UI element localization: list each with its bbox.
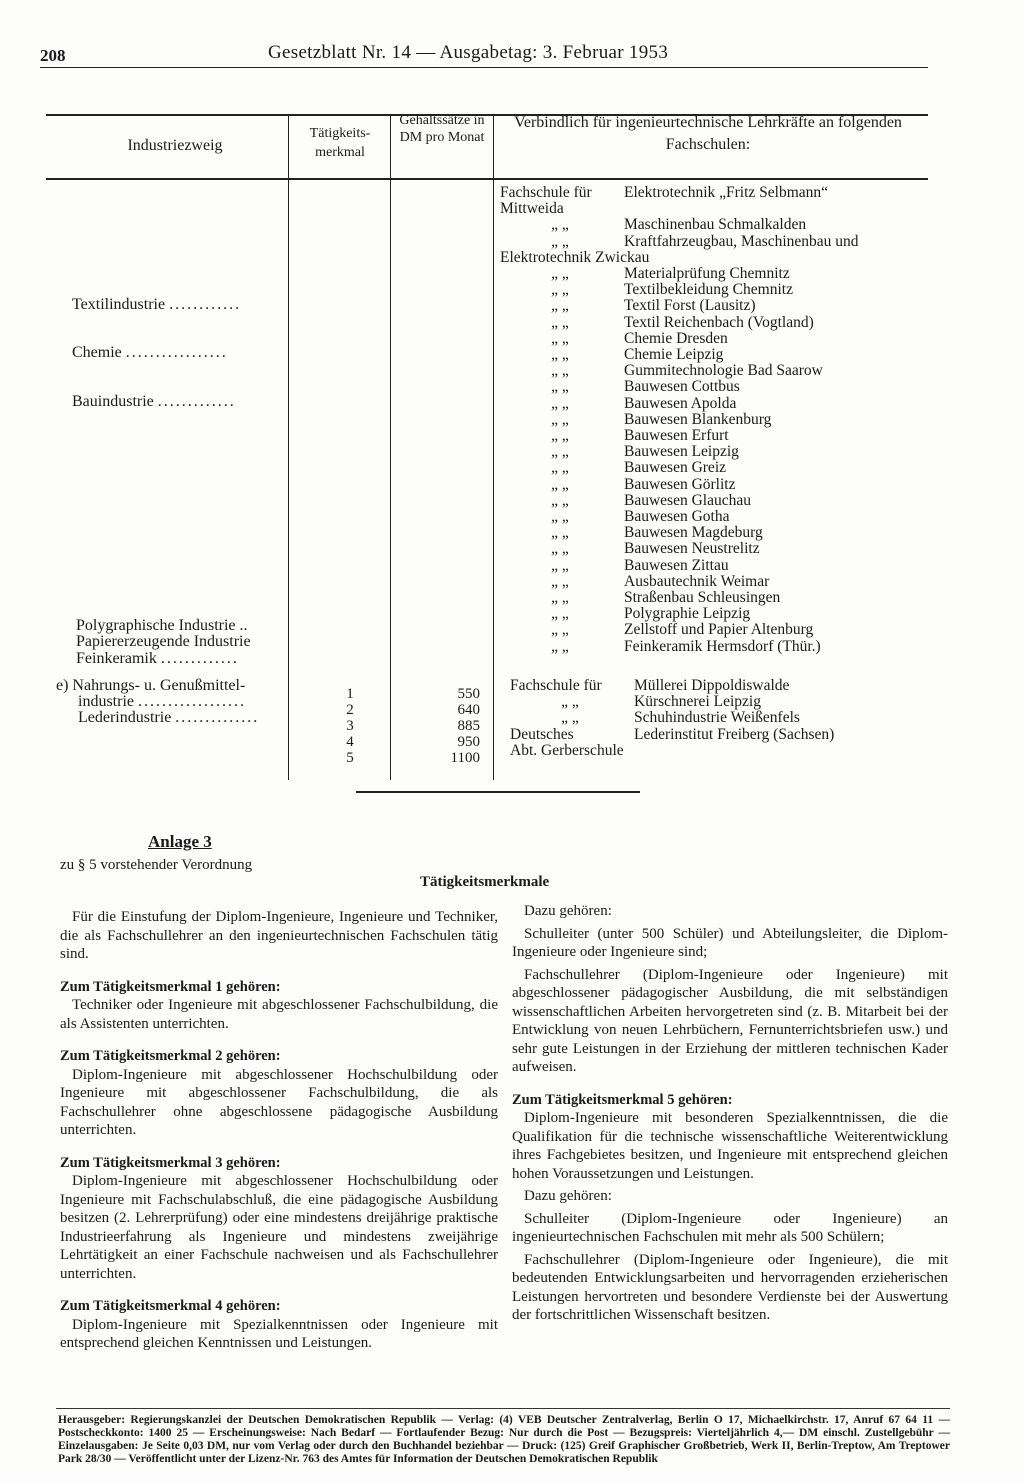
salary-value: 1100: [450, 750, 480, 766]
salary-value: 950: [457, 734, 480, 750]
footer-rule: [56, 1408, 950, 1409]
section-title: Tätigkeitsmerkmale: [420, 874, 550, 890]
school-entry-lead: „ „: [551, 637, 569, 655]
school-entry: [500, 217, 930, 233]
table-divider-3: [493, 114, 494, 780]
paragraph: Diplom-Ingenieure mit Spezialkenntnissen oder Ingenieure mit entsprechend gleichen Kenntnissen und Leistungen.: [60, 1316, 498, 1351]
school-entry-name: Textil Reichenbach (Vogtland): [624, 313, 814, 331]
school-entry-lead: „ „: [551, 508, 569, 526]
school-entry-name: Bauwesen Görlitz: [624, 475, 736, 493]
salary-value: 640: [457, 702, 480, 718]
school-entry-lead: „ „: [551, 297, 569, 315]
school-entry: [500, 493, 930, 509]
salary-column: [420, 686, 480, 766]
school-entry: [500, 541, 930, 557]
school-entry: [500, 315, 930, 331]
school-entry-lead: „ „: [551, 362, 569, 380]
school-entry: [510, 743, 930, 759]
paragraph: Schulleiter (unter 500 Schüler) und Abteilungsleiter, die Diplom-Ingenieure oder Ingenieure sind;: [512, 925, 948, 960]
industry-item: Chemie .................: [72, 344, 228, 361]
school-entry: [500, 185, 930, 201]
school-entry-name: Feinkeramik Hermsdorf (Thür.): [624, 637, 821, 655]
school-entry-lead: „ „: [551, 459, 569, 477]
school-entry: [500, 298, 930, 314]
school-entry-name: Elektrotechnik Zwickau: [500, 248, 650, 266]
industry-item: Polygraphische Industrie ..: [76, 617, 248, 634]
merkmal-column: [330, 686, 370, 766]
paragraph: Fachschullehrer (Diplom-Ingenieure oder Ingenieure), die mit bedeutenden Entwicklungsarbeiten und hervorragenden erzieherischen Leistungen hervortreten und besondere Verdienste bei der Auswertung der fortschrittlichen Wissenschaft besitzen.: [512, 1251, 948, 1323]
school-entry: [500, 477, 930, 493]
salary-value: 550: [457, 686, 480, 702]
table-divider-1: [288, 114, 289, 780]
school-entry: [500, 428, 930, 444]
industry-item: Bauindustrie .............: [72, 393, 236, 410]
school-entry-name: Ausbautechnik Weimar: [624, 572, 770, 590]
school-entry-lead: „ „: [551, 621, 569, 639]
school-entry-name: Lederinstitut Freiberg (Sachsen): [634, 725, 835, 743]
school-entry-lead: „ „: [551, 443, 569, 461]
table-divider-2: [390, 114, 391, 780]
school-entry-lead: „ „: [551, 394, 569, 412]
merkmal-value: 3: [346, 718, 354, 734]
school-entry-name: Polygraphie Leipzig: [624, 605, 751, 623]
industry-item: Papiererzeugende Industrie: [76, 633, 251, 650]
school-entry-name: Kraftfahrzeugbau, Maschinenbau und: [624, 232, 859, 250]
school-entry-name: Textil Forst (Lausitz): [624, 297, 756, 315]
paragraph: Diplom-Ingenieure mit abgeschlossener Hochschulbildung oder Ingenieure mit abgeschlossener Fachschulbildung, die als Fachschullehrer ohne abgeschlossene pädagogische Ausbildung unterrichten.: [60, 1066, 498, 1138]
table-end-rule: [356, 791, 640, 793]
school-entry-name: Schuhindustrie Weißenfels: [634, 709, 800, 727]
school-entry-lead: „ „: [551, 313, 569, 331]
school-entry-lead: „ „: [551, 329, 569, 347]
school-entry-lead: „ „: [551, 540, 569, 558]
school-entry-name: Elektrotechnik „Fritz Selbmann“: [624, 184, 829, 201]
school-entry-lead: Fachschule für: [500, 184, 592, 201]
industry-item: industrie ..................: [78, 693, 246, 710]
school-entry: [500, 331, 930, 347]
header-merkmal: Tätigkeits-merkmal: [309, 126, 371, 160]
school-entry: [500, 396, 930, 412]
table-header-rule: [46, 178, 928, 180]
page-number: 208: [40, 46, 66, 65]
paragraph: Diplom-Ingenieure mit abgeschlossener Hochschulbildung oder Ingenieure mit Fachschulabschluß, die eine pädagogische Ausbildung besitzen (2. Lehrerprüfung) oder eine mindestens dreijährige praktische Industrieerfahrung als Ingenieure und mindestens zweijährige Lehrtätigkeit an einer Fachschule nachweisen und als Fachschullehrer unterrichten.: [60, 1173, 498, 1282]
paragraph: Fachschullehrer (Diplom-Ingenieure oder Ingenieure) mit abgeschlossener pädagogischer Ausbildung, die mit selbständigen wissenschaftlichen Arbeiten hervorgetreten sind (z. B. Mitarbeit bei der Entwicklung von neuen Lehrbüchern, Fernunterrichtsbriefen usw.) und sehr gute Leistungen in der Erziehung der mittleren technischen Kader aufweisen.: [512, 966, 948, 1075]
school-entry-name: Bauwesen Glauchau: [624, 491, 751, 509]
school-entry-lead: „ „: [551, 605, 569, 623]
school-entry: [500, 234, 930, 250]
header-salary: Gehaltssätze in DM pro Monat: [399, 113, 485, 145]
paragraph: Dazu gehören:: [524, 1188, 612, 1204]
paragraph: Techniker oder Ingenieure mit abgeschlossener Fachschulbildung, die als Assistenten unterrichten.: [60, 997, 498, 1032]
anlage-title: Anlage 3: [148, 832, 212, 851]
school-entry-lead: „ „: [551, 216, 569, 234]
school-entry: [500, 639, 930, 655]
school-entry-name: Abt. Gerberschule: [510, 741, 624, 759]
merkmal-value: 4: [346, 734, 354, 750]
school-entry-name: Bauwesen Greiz: [624, 459, 726, 477]
school-entry: [500, 574, 930, 590]
school-entry-name: Bauwesen Leipzig: [624, 443, 739, 461]
school-entry: [500, 266, 930, 282]
school-entry-lead: „ „: [551, 346, 569, 364]
school-entry: [500, 444, 930, 460]
header-schools: Verbindlich für ingenieurtechnische Lehrkräfte an folgenden Fachschulen:: [514, 114, 902, 153]
school-entry-lead: „ „: [551, 589, 569, 607]
school-entry-lead: „ „: [551, 556, 569, 574]
school-entry-name: Maschinenbau Schmalkalden: [624, 216, 807, 234]
school-entry-lead: „ „: [551, 281, 569, 299]
school-entry: [500, 363, 930, 379]
school-entry: [500, 558, 930, 574]
school-entry-name: Bauwesen Gotha: [624, 508, 730, 526]
school-entry: [500, 201, 930, 217]
paragraph: Schulleiter (Diplom-Ingenieure oder Ingenieure) an ingenieurtechnischen Fachschulen mit mehr als 500 Schülern;: [512, 1210, 948, 1245]
school-entry: [500, 282, 930, 298]
industry-item: Feinkeramik .............: [76, 650, 239, 667]
school-entry-lead: Deutsches: [510, 725, 574, 743]
school-entry-lead: „ „: [551, 232, 569, 250]
school-entry-lead: Fachschule für: [510, 677, 602, 694]
paragraph: Für die Einstufung der Diplom-Ingenieure, Ingenieure und Techniker, die als Fachschullehrer an den ingenieurtechnischen Fachschulen tätig sind.: [60, 909, 498, 962]
school-entry: [500, 460, 930, 476]
school-entry: [500, 412, 930, 428]
industry-item: Textilindustrie ............: [72, 296, 242, 313]
school-entry-name: Materialprüfung Chemnitz: [624, 265, 790, 283]
paragraph: Dazu gehören:: [524, 903, 612, 919]
school-entry: [500, 622, 930, 638]
school-entry: [510, 678, 930, 694]
school-entry-name: Chemie Dresden: [624, 329, 728, 347]
school-entry-name: Gummitechnologie Bad Saarow: [624, 362, 823, 380]
school-entry-lead: „ „: [551, 265, 569, 283]
school-entry-name: Bauwesen Cottbus: [624, 378, 740, 396]
school-entry-name: Textilbekleidung Chemnitz: [624, 281, 793, 299]
industry-item: e) Nahrungs- u. Genußmittel-: [56, 677, 246, 694]
school-entry-name: Bauwesen Zittau: [624, 556, 729, 574]
merkmal-value: 2: [346, 702, 354, 718]
school-entry-name: Bauwesen Neustrelitz: [624, 540, 760, 558]
school-list-b: [510, 678, 930, 759]
industry-item: Lederindustrie ..............: [78, 709, 260, 726]
school-entry-name: Bauwesen Magdeburg: [624, 524, 763, 542]
section-heading: Zum Tätigkeitsmerkmal 3 gehören:: [60, 1154, 281, 1171]
school-entry-lead: „ „: [551, 427, 569, 445]
school-entry-name: Straßenbau Schleusingen: [624, 589, 781, 607]
header-rule: [40, 67, 928, 68]
school-entry-lead: „ „: [551, 572, 569, 590]
section-heading: Zum Tätigkeitsmerkmal 2 gehören:: [60, 1048, 281, 1064]
school-entry: [500, 590, 930, 606]
school-entry-lead: „ „: [561, 693, 579, 711]
school-entry-lead: „ „: [561, 709, 579, 727]
school-entry-name: Bauwesen Erfurt: [624, 427, 729, 445]
imprint-footer: Herausgeber: Regierungskanzlei der Deutschen Demokratischen Republik — Verlag: (4) VEB Deutscher Zentralverlag, Berlin O 17, Michaelkirchstr. 17, Anruf 67 64 11 — Postscheckkonto: 1400 25 — Erscheinungsweise: Nach Bedarf — Fortlaufender Bezug: Nur durch die Post — Bezugspreis: Vierteljährlich 4,— DM einschl. Zustellgebühr — Einzelausgaben: Je Seite 0,03 DM, nur vom Verlag oder durch den Buchhandel beziehbar — Druck: (125) Greif Graphischer Großbetrieb, Werk II, Berlin-Treptow, Am Treptower Park 28/30 — Veröffentlicht unter der Lizenz-Nr. 763 des Amtes für Information der Deutschen Demokratischen Republik: [58, 1414, 950, 1465]
section-heading: Zum Tätigkeitsmerkmal 5 gehören:: [512, 1091, 733, 1108]
header-industry: Industriezweig: [127, 137, 223, 154]
merkmal-value: 1: [346, 686, 354, 702]
school-entry-lead: „ „: [551, 491, 569, 509]
school-entry: [500, 250, 930, 266]
school-entry: [510, 694, 930, 710]
school-entry-lead: „ „: [551, 378, 569, 396]
school-entry: [500, 509, 930, 525]
school-entry-lead: „ „: [551, 475, 569, 493]
school-entry: [500, 606, 930, 622]
school-entry-name: Chemie Leipzig: [624, 346, 724, 364]
school-entry-name: Müllerei Dippoldiswalde: [634, 677, 790, 694]
school-entry: [500, 347, 930, 363]
section-heading: Zum Tätigkeitsmerkmal 1 gehören:: [60, 978, 281, 995]
school-list-a: [500, 185, 930, 655]
school-entry-name: Bauwesen Blankenburg: [624, 410, 772, 428]
school-entry: [510, 710, 930, 726]
paragraph: Diplom-Ingenieure mit besonderen Spezialkenntnissen, die die Qualifikation für die technische wissenschaftliche Weiterentwicklung ihres Fachgebietes besitzen, und Ingenieure mit entsprechend gleichen hohen Voraussetzungen und Leistungen.: [512, 1110, 948, 1182]
right-column: [512, 902, 948, 1325]
school-entry: [500, 525, 930, 541]
left-column: [60, 908, 498, 1353]
school-entry-name: Bauwesen Apolda: [624, 394, 737, 412]
school-entry-name: Mittweida: [500, 200, 564, 218]
school-entry-lead: „ „: [551, 410, 569, 428]
running-head: Gesetzblatt Nr. 14 — Ausgabetag: 3. Februar 1953: [268, 42, 669, 63]
merkmal-value: 5: [346, 750, 354, 766]
school-entry-name: Zellstoff und Papier Altenburg: [624, 621, 814, 639]
salary-value: 885: [457, 718, 480, 734]
school-entry: [510, 727, 930, 743]
school-entry: [500, 379, 930, 395]
anlage-subtitle: zu § 5 vorstehender Verordnung: [60, 857, 253, 873]
school-entry-name: Kürschnerei Leipzig: [634, 693, 761, 711]
school-entry-lead: „ „: [551, 524, 569, 542]
section-heading: Zum Tätigkeitsmerkmal 4 gehören:: [60, 1298, 281, 1314]
